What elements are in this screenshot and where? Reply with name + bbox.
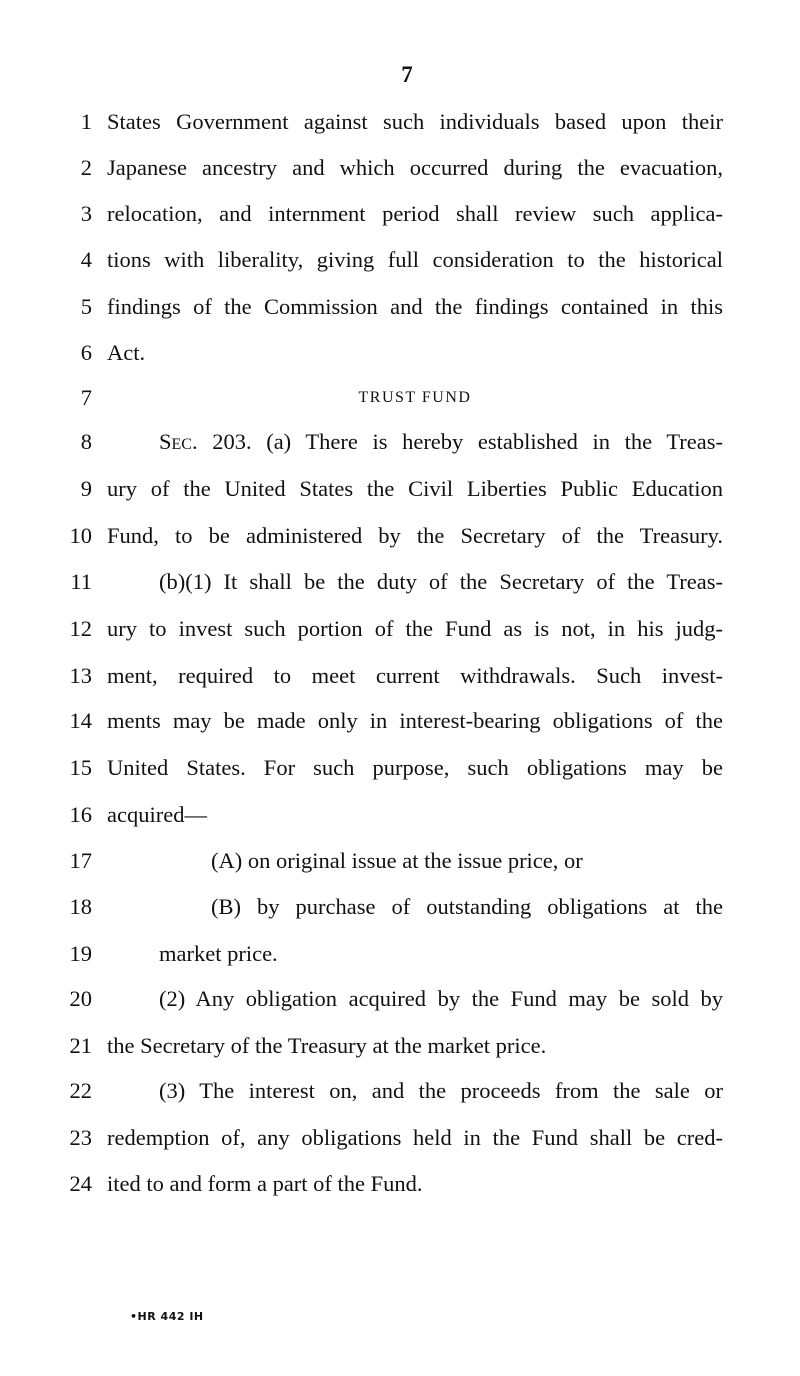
- section-label: Sec.: [159, 429, 198, 454]
- line-text: Act.: [107, 340, 146, 365]
- line-number: 17: [69, 848, 92, 873]
- bill-code-footer: •HR 442 IH: [130, 1310, 204, 1323]
- line-number: 11: [70, 569, 92, 594]
- text-line-5: [0, 292, 800, 322]
- text-line-13: [0, 661, 800, 691]
- section-heading: TRUST FUND: [358, 389, 472, 406]
- line-text: the Secretary of the Treasury at the market price.: [107, 1033, 547, 1058]
- line-text: ment, required to meet current withdrawals. Such invest-: [107, 663, 723, 688]
- text-line-8: [0, 427, 800, 457]
- line-number: 4: [80, 247, 92, 272]
- line-number: 14: [69, 708, 92, 733]
- line-text: (B) by purchase of outstanding obligations at the: [211, 894, 723, 919]
- line-text: [159, 427, 723, 457]
- line-text: Japanese ancestry and which occurred during the evacuation,: [107, 155, 723, 180]
- line-text: ury to invest such portion of the Fund as is not, in his judg-: [107, 616, 723, 641]
- line-number: 5: [80, 294, 92, 319]
- line-text: ments may be made only in interest-bearing obligations of the: [107, 708, 723, 733]
- line-number: 16: [69, 802, 92, 827]
- text-line-18: [0, 892, 800, 922]
- line-number: 15: [69, 755, 92, 780]
- line-text: findings of the Commission and the findings contained in this: [107, 294, 723, 319]
- line-number: 1: [80, 109, 92, 134]
- line-text: (A) on original issue at the issue price, or: [211, 848, 583, 873]
- text-line-1: [0, 107, 800, 137]
- text-line-2: [0, 153, 800, 183]
- line-text: (b)(1) It shall be the duty of the Secretary of the Treas-: [159, 569, 723, 594]
- line-number: 2: [80, 155, 92, 180]
- text-line-24: [0, 1169, 800, 1199]
- text-line-7: [0, 383, 800, 413]
- text-line-3: [0, 199, 800, 229]
- line-text: States Government against such individuals based upon their: [107, 109, 723, 134]
- line-number: 3: [80, 201, 92, 226]
- line-number: 24: [69, 1171, 92, 1196]
- text-line-16: [0, 800, 800, 830]
- line-text: ited to and form a part of the Fund.: [107, 1171, 423, 1196]
- line-text: (2) Any obligation acquired by the Fund may be sold by: [159, 986, 723, 1011]
- page-number: 7: [401, 62, 413, 87]
- line-text: United States. For such purpose, such obligations may be: [107, 755, 723, 780]
- line-number: 8: [80, 429, 92, 454]
- text-line-10: [0, 521, 800, 551]
- line-number: 12: [69, 616, 92, 641]
- section-text: 203. (a) There is hereby established in the Treas-: [197, 429, 723, 454]
- text-line-6: [0, 338, 800, 368]
- text-line-17: [0, 846, 800, 876]
- line-text: tions with liberality, giving full consideration to the historical: [107, 247, 723, 272]
- line-number: 10: [69, 523, 92, 548]
- text-line-21: [0, 1031, 800, 1061]
- line-text: ury of the United States the Civil Liberties Public Education: [107, 476, 723, 501]
- line-text: relocation, and internment period shall review such applica-: [107, 201, 723, 226]
- text-line-9: [0, 474, 800, 504]
- line-number: 13: [69, 663, 92, 688]
- text-line-20: [0, 984, 800, 1014]
- text-line-22: [0, 1076, 800, 1106]
- line-text: market price.: [159, 941, 278, 966]
- line-number: 21: [69, 1033, 92, 1058]
- line-number: 22: [69, 1078, 92, 1103]
- text-line-14: [0, 706, 800, 736]
- line-text: (3) The interest on, and the proceeds from the sale or: [159, 1078, 723, 1103]
- text-line-12: [0, 614, 800, 644]
- line-text: redemption of, any obligations held in the Fund shall be cred-: [107, 1125, 723, 1150]
- line-number: 18: [69, 894, 92, 919]
- line-number: 23: [69, 1125, 92, 1150]
- text-line-19: [0, 939, 800, 969]
- text-line-11: [0, 567, 800, 597]
- text-line-23: [0, 1123, 800, 1153]
- line-number: 20: [69, 986, 92, 1011]
- line-text: Fund, to be administered by the Secretary of the Treasury.: [107, 523, 723, 548]
- text-line-4: [0, 245, 800, 275]
- line-number: 19: [69, 941, 92, 966]
- line-number: 6: [80, 340, 92, 365]
- line-number: 7: [80, 385, 92, 410]
- line-text: acquired—: [107, 802, 207, 827]
- text-line-15: [0, 753, 800, 783]
- line-number: 9: [80, 476, 92, 501]
